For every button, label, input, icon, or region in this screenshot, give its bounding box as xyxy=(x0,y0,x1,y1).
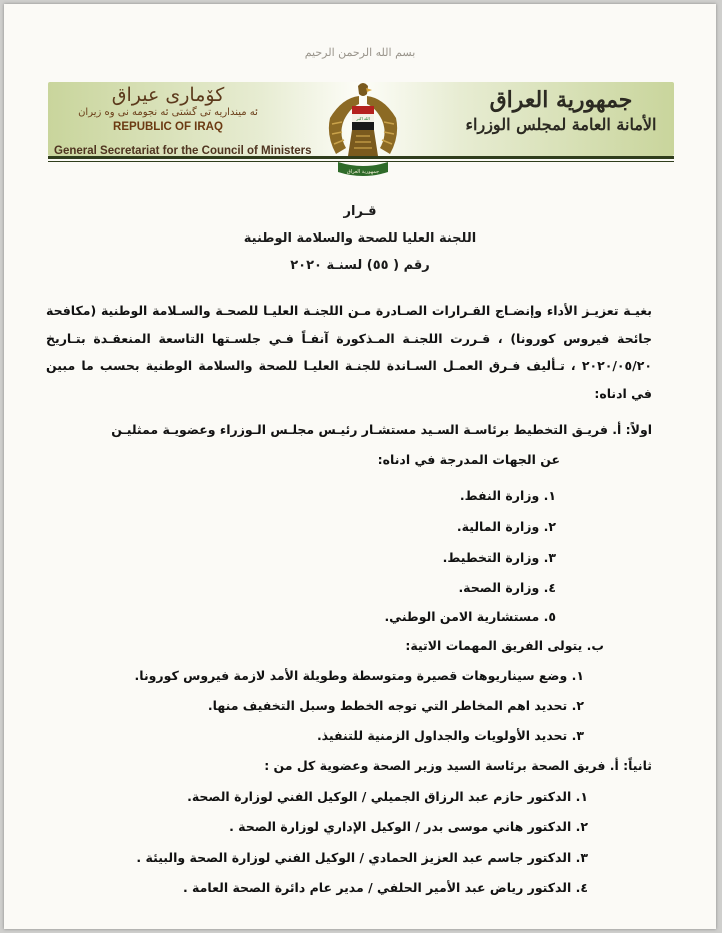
svg-text:الله اكبر: الله اكبر xyxy=(356,116,370,121)
letterhead-left xyxy=(58,84,278,134)
list-item: ٥. مستشارية الامن الوطني. xyxy=(384,609,556,624)
svg-text:جمهورية العراق: جمهورية العراق xyxy=(346,169,380,175)
document-page xyxy=(4,4,716,929)
kurdish-subtitle: ئه‌ مينداريه‌ تى گشتى ئه‌ نجومه‌ نى وه‌ زيران xyxy=(78,107,258,118)
first-team-line-cont: عن الجهات المدرجة في ادناه: xyxy=(377,452,560,467)
committee-title: اللجنة العليا للصحة والسلامة الوطنية xyxy=(243,231,477,246)
kurdish-title: كۆمارى عيراق xyxy=(111,84,225,106)
list-item: ٢. الدكتور هاني موسى بدر / الوكيل الإداري لوزارة الصحة . xyxy=(229,819,588,834)
intro-paragraph: بغيـة تعزيـز الأداء وإنضـاج القـرارات الصـادرة مـن اللجنـة العليـا للصحـة والسـلامة الوطنية (مكافحة جائحة فيروس كورونا) ، قـررت اللجنـة المـذكورة آنفـاً فـي جلسـتها التاسعة المنعقـدة بتـاريخ ٢٠٢٠/٠٥/٢٠ ، تـأليف فـرق العمـل السـاندة للجنـة العليـا للصحة والسلامة الوطنية بحسب ما مبين في ادناه: xyxy=(46,303,652,401)
list-item: ١. الدكتور حازم عبد الرزاق الجميلي / الوكيل الفني لوزارة الصحة. xyxy=(187,789,588,804)
list-item: ٣. الدكتور جاسم عبد العزيز الحمادي / الوكيل الفني لوزارة الصحة والبيئة . xyxy=(136,850,588,865)
decision-label: قـرار xyxy=(343,204,377,219)
list-item: ١. وزارة النفط. xyxy=(459,488,556,503)
arabic-secretariat-title: الأمانة العامة لمجلس الوزراء xyxy=(465,115,657,134)
list-item: ٣. تحديد الأولويات والجداول الزمنية للتنفيذ. xyxy=(316,728,584,743)
list-item: ٢. وزارة المالية. xyxy=(456,519,556,534)
arabic-republic-title: جمهورية العراق xyxy=(489,87,633,113)
list-item: ٢. تحديد اهم المخاطر التي توجه الخطط وسبل التخفيف منها. xyxy=(207,698,584,713)
basmala: بسم الله الرحمن الرحيم xyxy=(304,46,416,59)
tasks-heading: ب. يتولى الفريق المهمات الاتية: xyxy=(405,638,604,653)
second-team-line: ثانياً: أ. فريق الصحة برئاسة السيد وزير الصحة وعضوية كل من : xyxy=(264,758,652,773)
list-item: ١. وضع سيناريوهات قصيرة ومتوسطة وطويلة الأمد لازمة فيروس كورونا. xyxy=(134,668,584,683)
eagle-emblem-icon xyxy=(322,78,404,190)
decision-number: رقم ( ٥٥) لسنـة ٢٠٢٠ xyxy=(290,258,430,273)
list-item: ٤. الدكتور رياض عبد الأمير الحلفي / مدير عام دائرة الصحة العامة . xyxy=(182,880,588,895)
republic-english: REPUBLIC OF IRAQ xyxy=(113,121,223,133)
first-team-line: اولاً: أ. فريـق التخطيط برئاسـة السـيد مستشـار رئيـس مجلـس الـوزراء وعضويـة ممثليـن xyxy=(111,422,652,437)
letterhead-right xyxy=(446,86,676,136)
list-item: ٣. وزارة التخطيط. xyxy=(442,550,556,565)
list-item: ٤. وزارة الصحة. xyxy=(458,580,556,595)
secretariat-english: General Secretariat for the Council of Ministers xyxy=(54,145,312,157)
